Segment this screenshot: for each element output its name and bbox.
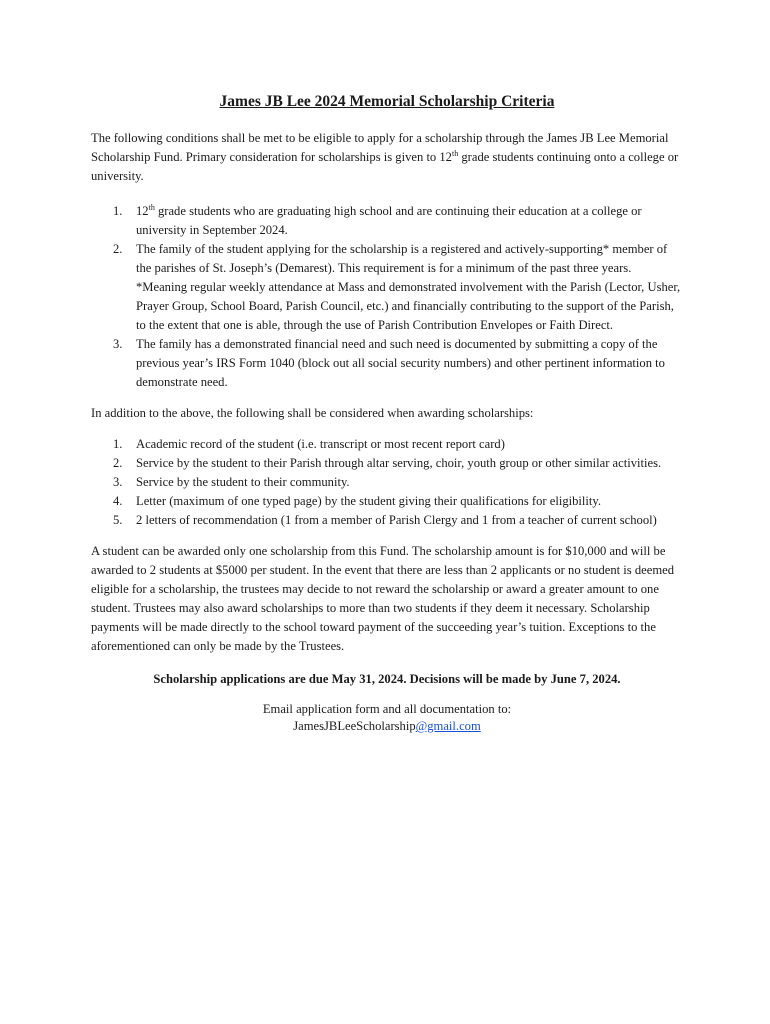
- list-item: [91, 202, 683, 240]
- list-item: [91, 454, 683, 473]
- considerations-list: [91, 435, 683, 530]
- list-item-text: 2 letters of recommendation (1 from a member of Parish Clergy and 1 from a teacher of current school): [136, 513, 657, 527]
- list-number: 3.: [113, 337, 123, 351]
- list-item: [91, 492, 683, 511]
- list-number: 5.: [113, 513, 123, 527]
- list-item-text: grade students who are graduating high school and are continuing their education at a college or university in September 2024.: [136, 204, 642, 237]
- list-item-text: Service by the student to their Parish through altar serving, choir, youth group or other similar activities.: [136, 456, 662, 470]
- intro-text-part1: The following conditions shall be met to be eligible to apply for a scholarship through the James JB Lee Memorial Scholarship Fund. Primary consideration for scholarships is given to 12: [91, 131, 669, 164]
- list-item-text: The family of the student applying for the scholarship is a registered and actively-supporting* member of the parishes of St. Joseph’s (Demarest). This requirement is for a minimum of the past three years.: [136, 242, 668, 275]
- email-user: JamesJBLeeScholarship: [293, 719, 416, 733]
- list-item-text: Academic record of the student (i.e. transcript or most recent report card): [136, 437, 505, 451]
- email-link[interactable]: @gmail.com: [415, 719, 481, 733]
- list-item: [91, 511, 683, 530]
- list-number: 1.: [113, 204, 123, 218]
- list-number: 2.: [113, 456, 123, 470]
- contact-email: [91, 718, 683, 735]
- list-item: [91, 335, 683, 392]
- deadline-notice: Scholarship applications are due May 31, 2024. Decisions will be made by June 7, 2024.: [153, 672, 621, 686]
- list-item-text: Letter (maximum of one typed page) by the student giving their qualifications for eligibility.: [136, 494, 602, 508]
- list-number: 3.: [113, 475, 123, 489]
- list-number: 4.: [113, 494, 123, 508]
- document-page: [91, 92, 683, 735]
- list-number: 2.: [113, 242, 123, 256]
- list-item-pre: 12: [136, 204, 149, 218]
- award-paragraph: A student can be awarded only one scholarship from this Fund. The scholarship amount is for $10,000 and will be awarded to 2 students at $5000 per student. In the event that there are less than 2 applicants or no student is deemed eligible for a scholarship, the trustees may decide to not reward the scholarship or award a greater amount to one student. Trustees may also award scholarships to more than two students if they deem it necessary. Scholarship payments will be made directly to the school toward payment of the succeeding year’s tuition. Exceptions to the aforementioned can only be made by the Trustees.: [91, 544, 674, 653]
- list-item: [91, 240, 683, 335]
- list-item: [91, 473, 683, 492]
- list-number: 1.: [113, 437, 123, 451]
- contact-block: [91, 701, 683, 735]
- list-item: [91, 435, 683, 454]
- eligibility-conditions-list: [91, 202, 683, 392]
- intro-paragraph: [91, 129, 683, 186]
- contact-instruction: Email application form and all documentation to:: [262, 702, 512, 716]
- list-item-note: *Meaning regular weekly attendance at Mass and demonstrated involvement with the Parish (Lector, Usher, Prayer Group, School Board, Parish Council, etc.) and financially contributing to the support of the Parish, to the extent that one is able, through the use of Parish Contribution Envelopes or Faith Direct.: [136, 280, 681, 332]
- list-item-text: The family has a demonstrated financial need and such need is documented by submitting a copy of the previous year’s IRS Form 1040 (block out all social security numbers) and other pertinent information to demonstrate need.: [136, 337, 665, 389]
- list-item-text: Service by the student to their community.: [136, 475, 350, 489]
- considerations-intro: In addition to the above, the following shall be considered when awarding scholarships:: [91, 406, 534, 420]
- intro-superscript: th: [451, 148, 459, 158]
- document-title: James JB Lee 2024 Memorial Scholarship Criteria: [219, 93, 555, 110]
- intro-text-part2: grade students continuing onto a college or university.: [91, 150, 679, 183]
- list-item-superscript: th: [148, 202, 155, 212]
